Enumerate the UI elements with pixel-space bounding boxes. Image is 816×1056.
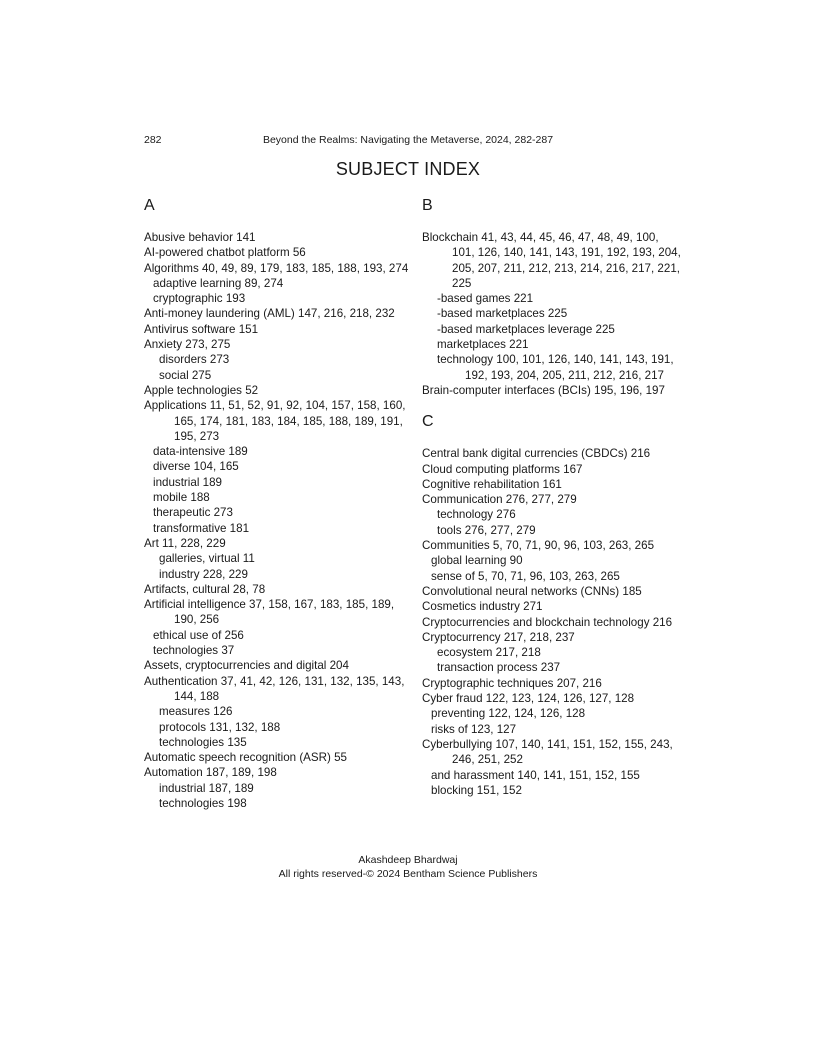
index-entry: Algorithms 40, 49, 89, 179, 183, 185, 188, 193, 274: [144, 261, 409, 275]
index-entry: Assets, cryptocurrencies and digital 204: [144, 659, 349, 673]
index-subentry: ethical use of 256: [153, 628, 244, 642]
index-subentry: industry 228, 229: [159, 567, 248, 581]
index-subentry: protocols 131, 132, 188: [159, 720, 281, 734]
index-entry: Cloud computing platforms 167: [422, 462, 583, 476]
index-entry: Abusive behavior 141: [144, 231, 256, 244]
section-letter-b: B: [422, 197, 433, 214]
index-entry: Central bank digital currencies (CBDCs) 216: [422, 447, 651, 461]
index-entry: Antivirus software 151: [144, 322, 259, 336]
index-subentry: tools 276, 277, 279: [437, 523, 536, 537]
index-subentry: -based games 221: [437, 292, 534, 306]
index-entry: Communication 276, 277, 279: [422, 493, 577, 507]
index-subentry: -based marketplaces 225: [437, 307, 568, 321]
index-entry: Automation 187, 189, 198: [144, 766, 277, 780]
index-entry: Cyber fraud 122, 123, 124, 126, 127, 128: [422, 692, 635, 706]
index-subentry: marketplaces 221: [437, 338, 529, 352]
index-subentry: transaction process 237: [437, 661, 561, 675]
index-subentry: sense of 5, 70, 71, 96, 103, 263, 265: [431, 569, 620, 583]
index-entry: Communities 5, 70, 71, 90, 96, 103, 263, 265: [422, 539, 655, 553]
section-gap: [422, 398, 682, 412]
index-entry: Blockchain 41, 43, 44, 45, 46, 47, 48, 49, 100, 101, 126, 140, 141, 143, 191, 192, 193, 204, 205, 207, 211, 212, 213, 214, 216, 217, 221, 225: [422, 231, 681, 290]
index-subentry: technology 276: [437, 508, 516, 522]
index-subentry: preventing 122, 124, 126, 128: [431, 707, 586, 721]
index-entry: Cryptocurrencies and blockchain technology 216: [422, 615, 673, 629]
index-entry: Cryptocurrency 217, 218, 237: [422, 630, 575, 644]
page-number: 282: [144, 134, 162, 146]
index-entry: Brain-computer interfaces (BCIs) 195, 196, 197: [422, 383, 665, 397]
index-entry: Automatic speech recognition (ASR) 55: [144, 751, 347, 765]
index-entry: Artifacts, cultural 28, 78: [144, 582, 266, 596]
index-subentry: therapeutic 273: [153, 506, 233, 520]
index-subentry: risks of 123, 127: [431, 722, 517, 736]
index-subentry: social 275: [159, 368, 212, 382]
index-subentry: disorders 273: [159, 353, 230, 367]
index-entry: Anxiety 273, 275: [144, 338, 231, 352]
index-entry: Artificial intelligence 37, 158, 167, 183, 185, 189, 190, 256: [144, 598, 395, 627]
index-subentry: mobile 188: [153, 491, 210, 505]
index-entry: Cosmetics industry 271: [422, 600, 543, 614]
section-letter-c: C: [422, 413, 434, 431]
index-entry: Art 11, 228, 229: [144, 536, 226, 550]
index-subentry: ecosystem 217, 218: [437, 646, 541, 660]
running-head: Beyond the Realms: Navigating the Metaverse, 2024, 282-287: [262, 134, 554, 146]
index-subentry: and harassment 140, 141, 151, 152, 155: [431, 768, 640, 782]
index-subentry: technologies 198: [159, 796, 247, 810]
index-entry: Anti-money laundering (AML) 147, 216, 218, 232: [144, 307, 395, 321]
index-subentry: technologies 37: [153, 644, 235, 658]
index-entry: Cryptographic techniques 207, 216: [422, 676, 602, 690]
index-subentry: adaptive learning 89, 274: [153, 276, 284, 290]
index-subentry: data-intensive 189: [153, 445, 248, 459]
index-column-left: [144, 196, 409, 811]
index-subentry: industrial 189: [153, 475, 222, 489]
index-subentry: transformative 181: [153, 521, 250, 535]
index-subentry: blocking 151, 152: [431, 783, 522, 797]
footer-copyright: All rights reserved-© 2024 Bentham Science Publishers: [278, 868, 538, 880]
index-subentry: industrial 187, 189: [159, 781, 254, 795]
index-subentry: cryptographic 193: [153, 292, 246, 306]
index-entry: Cyberbullying 107, 140, 141, 151, 152, 155, 243, 246, 251, 252: [422, 737, 673, 767]
index-entry: Cognitive rehabilitation 161: [422, 477, 562, 491]
index-entry: Apple technologies 52: [144, 383, 259, 397]
index-subentry: technologies 135: [159, 735, 247, 749]
index-entry: Authentication 37, 41, 42, 126, 131, 132, 135, 143, 144, 188: [144, 674, 405, 703]
section-letter-a: A: [144, 197, 155, 214]
index-entry: Applications 11, 51, 52, 91, 92, 104, 157, 158, 160, 165, 174, 181, 183, 184, 185, 188, 189, 191, 195, 273: [144, 399, 406, 443]
index-entry: AI-powered chatbot platform 56: [144, 246, 306, 260]
index-subentry: diverse 104, 165: [153, 460, 239, 474]
page-title: SUBJECT INDEX: [335, 159, 481, 179]
index-subentry: technology 100, 101, 126, 140, 141, 143, 191, 192, 193, 204, 205, 211, 212, 216, 217: [437, 353, 674, 382]
index-subentry: measures 126: [159, 705, 233, 719]
index-column-right: [422, 196, 682, 798]
index-subentry: global learning 90: [431, 554, 523, 568]
footer-author: Akashdeep Bhardwaj: [358, 854, 458, 866]
index-subentry: -based marketplaces leverage 225: [437, 322, 615, 336]
index-subentry: galleries, virtual 11: [159, 552, 255, 566]
index-entry: Convolutional neural networks (CNNs) 185: [422, 584, 642, 598]
